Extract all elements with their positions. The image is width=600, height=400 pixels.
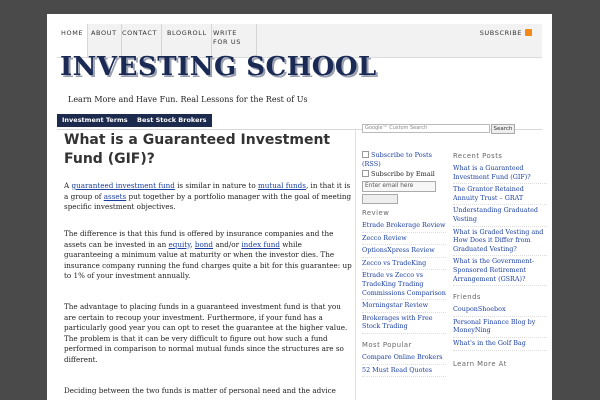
- review-item[interactable]: Zecco vs TradeKing: [362, 258, 446, 271]
- review-title: Review: [362, 209, 390, 217]
- subscribe-email-text: Subscribe by Email: [371, 170, 435, 178]
- nav-home[interactable]: HOME: [57, 24, 88, 57]
- recent-post-item[interactable]: What is a Guaranteed Investment Fund (GIF)?: [453, 163, 547, 184]
- email-icon: [362, 170, 369, 177]
- sidebar-right: [453, 151, 547, 371]
- learn-more-title: Learn More At: [453, 359, 507, 368]
- email-subscribe-button[interactable]: [362, 194, 398, 204]
- friend-item[interactable]: CouponShoebox: [453, 304, 547, 317]
- nav-contact[interactable]: CONTACT: [118, 24, 162, 57]
- link-mutual-funds[interactable]: mutual funds: [257, 181, 306, 190]
- search-button[interactable]: Search: [491, 124, 515, 134]
- link-index-fund[interactable]: index fund: [241, 239, 280, 249]
- text: A: [64, 181, 72, 190]
- rss-icon: [525, 29, 532, 36]
- recent-post-item[interactable]: The Grantor Retained Annuity Trust – GRAT: [453, 184, 547, 205]
- recent-posts-title: Recent Posts: [453, 152, 503, 160]
- text: put together by a portfolio manager with the goal of meeting specific investment objectives.: [64, 191, 352, 211]
- link-assets[interactable]: assets: [103, 191, 127, 201]
- site-tagline: Learn More and Have Fun. Real Lessons for the Rest of Us: [68, 95, 308, 104]
- review-item[interactable]: Brokerages with Free Stock Trading: [362, 313, 446, 334]
- subscribe-link[interactable]: [480, 29, 532, 37]
- link-bond[interactable]: bond: [194, 239, 214, 249]
- article-paragraph-2: [64, 229, 352, 282]
- review-item[interactable]: Etrade Brokerage Review: [362, 220, 446, 233]
- sidebar-divider: [355, 130, 356, 400]
- popular-item[interactable]: 52 Must Read Quotes: [362, 365, 446, 378]
- article-title: What is a Guaranteed Investment Fund (GIF)?: [64, 132, 331, 167]
- sidebar-left: [362, 151, 446, 377]
- friend-item[interactable]: What's in the Golf Bag: [453, 338, 547, 351]
- popular-title: Most Popular: [362, 340, 412, 349]
- article-paragraph-4: Deciding between the two funds is matter of personal need and the advice: [64, 386, 336, 395]
- category-best-stock-brokers[interactable]: Best Stock Brokers: [132, 114, 212, 127]
- review-item[interactable]: Morningstar Review: [362, 300, 446, 313]
- text: The difference is that this fund is offered by insurance companies and the assets can be invested in an: [64, 229, 334, 249]
- nav-blogroll[interactable]: BLOGROLL: [163, 24, 212, 57]
- subscribe-email-label: [362, 170, 446, 179]
- subscribe-label: SUBSCRIBE: [479, 29, 522, 37]
- recent-post-item[interactable]: Understanding Graduated Vesting: [453, 205, 547, 226]
- popular-item[interactable]: Compare Online Brokers: [362, 352, 446, 365]
- text: while guaranteeing a minimum value at maturity or when the investor dies. The insurance company running the fund charges quite a bit for this guarantee: up to 1% of your investment annually.: [64, 239, 352, 280]
- category-investment-terms[interactable]: Investment Terms: [57, 114, 133, 127]
- text: and/or: [213, 239, 242, 249]
- nav-about[interactable]: ABOUT: [87, 24, 122, 57]
- review-item[interactable]: OptionsXpress Review: [362, 245, 446, 258]
- link-guaranteed-investment-fund[interactable]: guaranteed investment fund: [71, 181, 175, 190]
- nav-write-for-us[interactable]: WRITE FOR US: [209, 24, 257, 57]
- search-input[interactable]: Google™ Custom Search: [362, 124, 490, 133]
- page-container: [47, 14, 552, 400]
- article-paragraph-1: [64, 181, 352, 213]
- email-input[interactable]: Enter email here: [362, 181, 436, 192]
- link-equity[interactable]: equity: [168, 239, 191, 249]
- recent-post-item[interactable]: What is Graded Vesting and How Does it Differ from Graduated Vesting?: [453, 227, 547, 257]
- subscribe-rss-link[interactable]: [362, 151, 446, 169]
- site-logo[interactable]: INVESTING SCHOOL: [60, 52, 377, 82]
- text: , in that it is a group of: [64, 181, 351, 201]
- friends-title: Friends: [453, 293, 481, 302]
- friend-item[interactable]: Personal Finance Blog by MoneyNing: [453, 317, 547, 338]
- article-paragraph-3: The advantage to placing funds in a guaranteed investment fund is that you are certain to recoup your investment. Furthermore, if your fund has a particularly good year you can opt to reset the guarantee at the higher value. The problem is that it can be very difficult to figure out how such a fund performed in comparison to normal mutual funds since the structures are so different.: [64, 302, 348, 364]
- recent-post-item[interactable]: What is the Government-Sponsored Retirement Arrangement (GSRA)?: [453, 256, 547, 286]
- subscribe-rss-label: Subscribe to Posts (RSS): [362, 151, 432, 168]
- review-item[interactable]: Zecco Review: [362, 233, 446, 246]
- feed-icon: [362, 151, 369, 158]
- text: ,: [190, 239, 195, 249]
- text: is similar in nature to: [174, 181, 258, 190]
- review-item[interactable]: Etrade vs Zecco vs TradeKing Trading Commissions Comparison: [362, 270, 446, 300]
